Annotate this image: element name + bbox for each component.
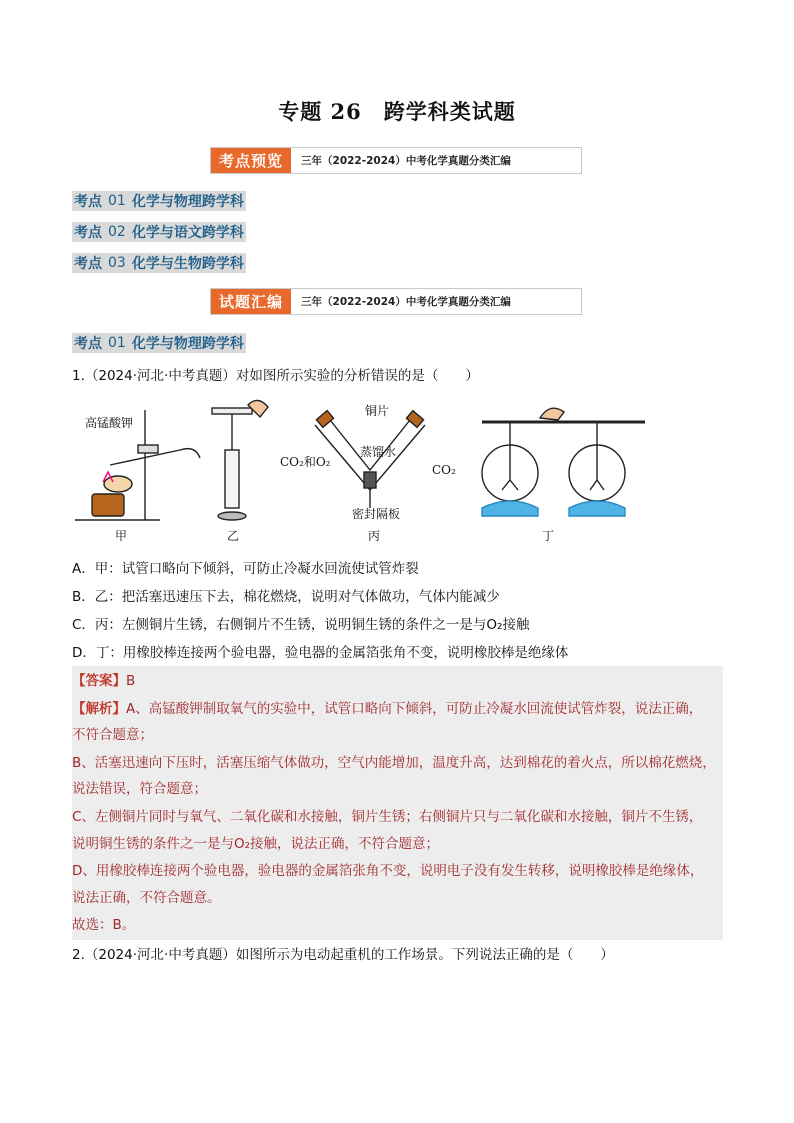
question-1-stem: 1.（2024·河北·中考真题）对如图所示实验的分析错误的是（ ） — [72, 368, 479, 384]
analysis-tag: 【解析】 — [72, 701, 126, 717]
analysis-line-6: 说明铜生锈的条件之一是与O₂接触，说法正确，不符合题意； — [72, 836, 440, 852]
experiment-figure — [70, 390, 670, 550]
kaodian-number: 02 — [108, 224, 126, 240]
figure-ding — [482, 408, 645, 516]
analysis-line-1 — [72, 697, 702, 717]
section-name: 化学与物理跨学科 — [131, 336, 244, 352]
answer-tag: 【答案】 — [72, 673, 126, 689]
section-number: 01 — [108, 335, 126, 351]
figure-bing — [315, 411, 425, 508]
analysis-line-2: 不符合题意； — [72, 727, 153, 743]
compilation-banner-subtitle: 三年（2022-2024）中考化学真题分类汇编 — [301, 296, 511, 308]
label-seal: 密封隔板 — [352, 507, 401, 521]
kaodian-item-2[interactable] — [72, 222, 246, 242]
label-bing: 丙 — [368, 529, 381, 543]
analysis-text: A、高锰酸钾制取氧气的实验中，试管口略向下倾斜，可防止冷凝水回流使试管炸裂，说法正确， — [126, 701, 703, 717]
label-jia: 甲 — [115, 529, 128, 543]
page-title: 专题 26 跨学科类试题 — [278, 99, 516, 124]
analysis-line-4: 说法错误，符合题意； — [72, 781, 207, 797]
label-ding: 丁 — [542, 529, 555, 543]
preview-banner — [210, 147, 582, 174]
option-c: C．丙：左侧铜片生锈，右侧铜片不生锈，说明铜生锈的条件之一是与O₂接触 — [72, 617, 530, 633]
label-water: 蒸馏水 — [360, 445, 397, 459]
analysis-line-7: D、用橡胶棒连接两个验电器，验电器的金属箔张角不变，说明电子没有发生转移，说明橡胶棒是绝缘体， — [72, 863, 704, 879]
analysis-line-3: B、活塞迅速向下压时，活塞压缩气体做功，空气内能增加，温度升高，达到棉花的着火点，所以棉花燃烧， — [72, 755, 716, 771]
kaodian-name: 化学与生物跨学科 — [131, 256, 244, 272]
label-copper: 铜片 — [365, 404, 390, 418]
kaodian-prefix: 考点 — [74, 225, 102, 241]
kaodian-item-3[interactable] — [72, 253, 246, 273]
figure-yi — [212, 400, 268, 520]
option-b: B．乙：把活塞迅速压下去，棉花燃烧，说明对气体做功，气体内能减少 — [72, 589, 500, 605]
kaodian-prefix: 考点 — [74, 256, 102, 272]
compilation-banner — [210, 288, 582, 315]
section-prefix: 考点 — [74, 336, 102, 352]
option-d: D．丁：用橡胶棒连接两个验电器，验电器的金属箔张角不变，说明橡胶棒是绝缘体 — [72, 645, 569, 661]
kaodian-item-1[interactable] — [72, 191, 246, 211]
preview-banner-tag: 考点预览 — [211, 148, 291, 173]
label-yi: 乙 — [227, 529, 240, 543]
analysis-line-9: 故选：B。 — [72, 917, 136, 933]
kaodian-prefix: 考点 — [74, 194, 102, 210]
kaodian-name: 化学与物理跨学科 — [131, 194, 244, 210]
kaodian-name: 化学与语文跨学科 — [131, 225, 244, 241]
analysis-line-8: 说法正确，不符合题意。 — [72, 890, 221, 906]
section-heading — [72, 333, 246, 353]
option-a: A．甲：试管口略向下倾斜，可防止冷凝水回流使试管炸裂 — [72, 561, 419, 577]
compilation-banner-tag: 试题汇编 — [211, 289, 291, 314]
answer-line — [72, 669, 135, 689]
question-2-stem: 2.（2024·河北·中考真题）如图所示为电动起重机的工作场景。下列说法正确的是（ ） — [72, 947, 614, 963]
preview-banner-subtitle: 三年（2022-2024）中考化学真题分类汇编 — [301, 155, 511, 167]
kaodian-number: 01 — [108, 193, 126, 209]
label-co2o2: CO₂和O₂ — [280, 455, 331, 469]
label-co2: CO₂ — [432, 463, 456, 477]
answer-value: B — [126, 673, 136, 689]
kaodian-number: 03 — [108, 255, 126, 271]
label-kmno4: 高锰酸钾 — [85, 416, 134, 430]
analysis-line-5: C、左侧铜片同时与氧气、二氧化碳和水接触，铜片生锈；右侧铜片只与二氧化碳和水接触，铜片不生锈， — [72, 809, 703, 825]
